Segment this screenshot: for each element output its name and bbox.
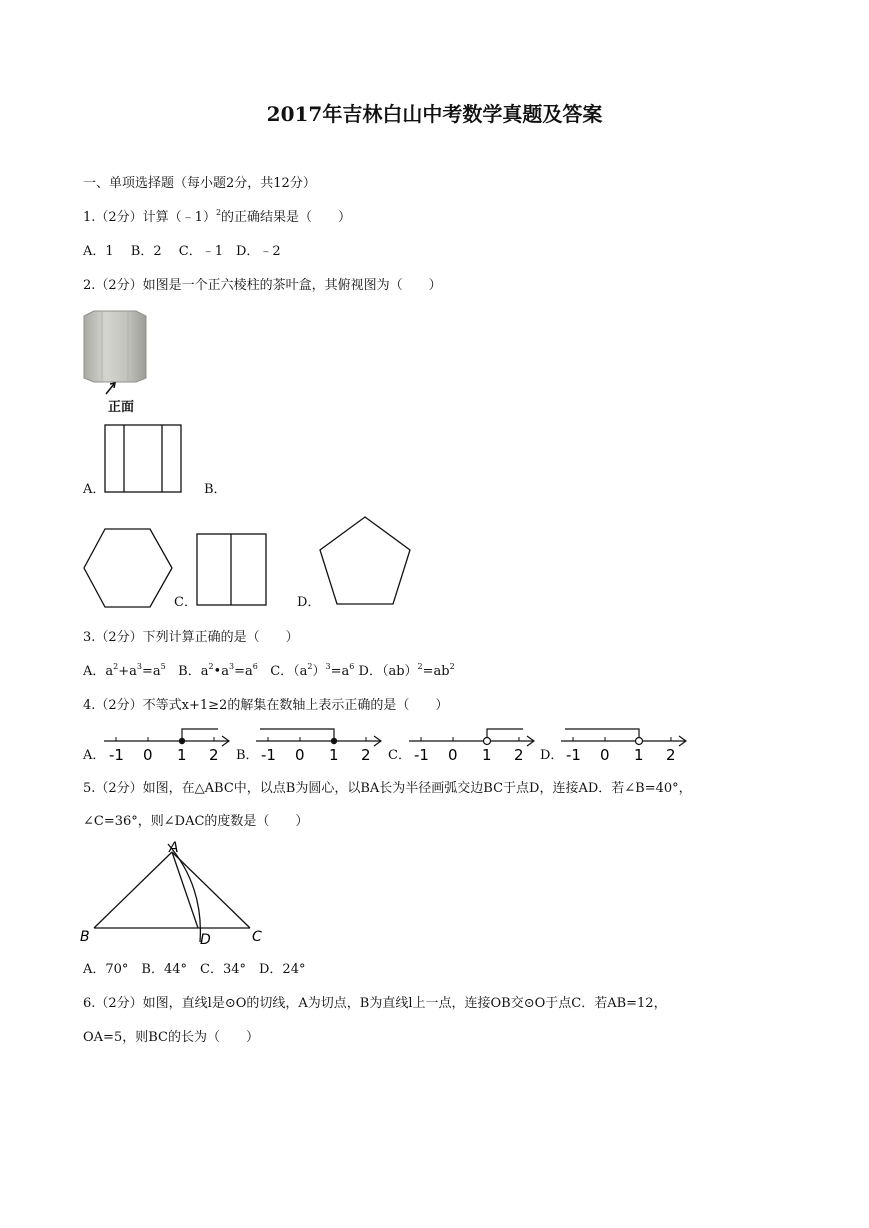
q2-option-a-figure	[104, 424, 182, 494]
page-title: 2017年吉林白山中考数学真题及答案	[266, 102, 603, 126]
q4-number-line-a	[100, 724, 234, 764]
q1-exponent: 2	[215, 208, 222, 217]
question-5-stem-line1: 5.（2分）如图，在△ABC中，以点B为圆心，以BA长为半径画弧交边BC于点D，连接AD．若∠B=40°，	[83, 781, 692, 796]
q2-option-b-hexagon	[82, 527, 174, 611]
tick-label: 2	[666, 746, 676, 764]
q1-stem-pre: 1.（2分）计算（﹣1）	[83, 210, 216, 225]
vertex-c-label: C	[252, 929, 262, 945]
q4-option-a-label: A．	[83, 748, 106, 763]
tea-box-photo	[80, 310, 152, 414]
q4-option-b-label: B．	[236, 748, 259, 763]
question-1-options: A．1 B．2 C．﹣1 D．﹣2	[83, 244, 281, 259]
tick-label: 1	[177, 746, 187, 764]
tick-label: -1	[566, 746, 581, 764]
q4-number-line-c	[405, 724, 539, 764]
question-5-stem-line2: ∠C=36°，则∠DAC的度数是（ ）	[83, 814, 309, 829]
tick-label: 2	[361, 746, 371, 764]
tick-label: 1	[329, 746, 339, 764]
q4-option-d-label: D．	[540, 748, 564, 763]
tick-label: 1	[634, 746, 644, 764]
tick-label: -1	[414, 746, 429, 764]
q2-option-d-label: D．	[297, 595, 321, 610]
q3-opt-d: D．$(ab)^2=ab^2$	[358, 662, 455, 679]
triangle-abc-figure	[78, 838, 278, 950]
tick-label: 0	[600, 746, 610, 764]
tick-label: -1	[261, 746, 276, 764]
question-2-stem: 2.（2分）如图是一个正六棱柱的茶叶盒，其俯视图为（ ）	[83, 278, 442, 293]
question-1-stem	[83, 210, 351, 226]
q2-option-d-pentagon	[318, 515, 412, 607]
q3-opt-b: B．$a^2•a^3=a^6$	[178, 662, 258, 679]
front-label: 正面	[108, 400, 135, 415]
q4-number-line-b	[252, 724, 386, 764]
q2-option-c-label: C．	[174, 595, 197, 610]
q4-option-c-label: C．	[388, 748, 411, 763]
q4-number-line-d	[557, 724, 691, 764]
vertex-b-label: B	[80, 929, 90, 945]
q2-option-c-figure	[196, 533, 268, 607]
vertex-d-label: D	[200, 932, 211, 948]
question-6-stem-line2: OA=5，则BC的长为（ ）	[83, 1030, 259, 1045]
tick-label: 2	[514, 746, 524, 764]
q2-option-b-label: B．	[204, 482, 227, 497]
tick-label: -1	[109, 746, 124, 764]
tick-label: 0	[143, 746, 153, 764]
question-4-stem: 4.（2分）不等式x+1≥2的解集在数轴上表示正确的是（ ）	[83, 698, 449, 713]
tick-label: 0	[448, 746, 458, 764]
q1-stem-post: 的正确结果是（ ）	[221, 210, 352, 225]
q3-opt-c: C．$(a^2)^3=a^6$	[270, 662, 355, 679]
q2-option-a-label: A．	[83, 482, 106, 497]
question-6-stem-line1: 6.（2分）如图，直线l是⊙O的切线，A为切点，B为直线l上一点，连接OB交⊙O于点C．若AB=12，	[83, 996, 667, 1011]
question-3-options	[83, 664, 455, 680]
vertex-a-label: A	[169, 840, 179, 856]
tick-label: 1	[482, 746, 492, 764]
tick-label: 0	[295, 746, 305, 764]
q3-opt-a: A．$a^2+a^3=a^5$	[83, 662, 166, 679]
question-3-stem: 3.（2分）下列计算正确的是（ ）	[83, 630, 299, 645]
section-heading: 一、单项选择题（每小题2分，共12分）	[83, 176, 316, 191]
question-5-options: A．70° B．44° C．34° D．24°	[83, 962, 306, 977]
tick-label: 2	[209, 746, 219, 764]
